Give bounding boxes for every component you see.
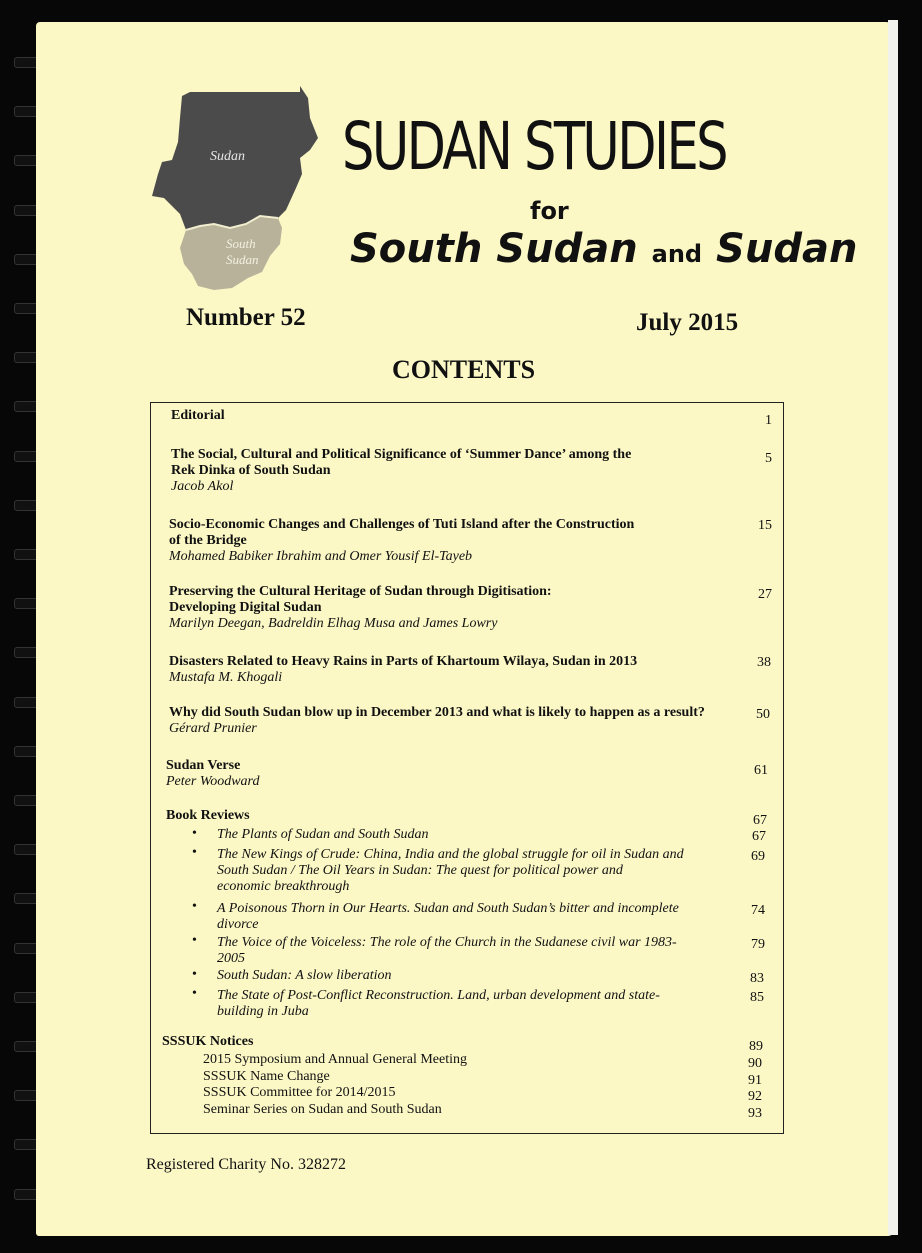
notices-page: 89 — [749, 1039, 763, 1054]
book-review-page: 74 — [751, 903, 765, 918]
notice-item: SSSUK Committee for 2014/2015 — [203, 1085, 396, 1100]
notice-page: 93 — [748, 1106, 762, 1121]
page-edge — [888, 20, 898, 1235]
toc-article-author: Jacob Akol — [171, 479, 234, 494]
issue-number: Number 52 — [186, 304, 306, 331]
subtitle-and: and — [651, 240, 703, 268]
book-review-line: divorce — [217, 917, 259, 932]
subtitle-sudan: Sudan — [716, 226, 858, 272]
toc-article-author: Marilyn Deegan, Badreldin Elhag Musa and James Lowry — [169, 616, 498, 631]
book-review-line: The Plants of Sudan and South Sudan — [217, 827, 429, 842]
sudan-map-illustration — [150, 78, 320, 300]
book-review-item — [217, 988, 737, 1020]
journal-title-for: for — [530, 197, 569, 225]
journal-title: SUDAN STUDIES — [342, 108, 726, 185]
toc-article-author: Peter Woodward — [166, 774, 260, 789]
bullet-icon: • — [192, 845, 197, 860]
book-review-line: The Voice of the Voiceless: The role of the Church in the Sudanese civil war 1983- — [217, 935, 677, 950]
registered-charity: Registered Charity No. 328272 — [146, 1156, 346, 1173]
book-review-page: 69 — [751, 849, 765, 864]
book-review-line: The State of Post-Conflict Reconstruction. Land, urban development and state- — [217, 988, 660, 1003]
notice-item: 2015 Symposium and Annual General Meeting — [203, 1052, 468, 1067]
bullet-icon: • — [192, 899, 197, 914]
toc-article-title-line: Disasters Related to Heavy Rains in Parts of Khartoum Wilaya, Sudan in 2013 — [169, 654, 638, 669]
book-reviews-page: 67 — [753, 813, 767, 828]
toc-notices — [162, 1034, 253, 1050]
toc-article-title-line: Socio-Economic Changes and Challenges of Tuti Island after the Construction — [169, 517, 635, 532]
book-review-line: South Sudan: A slow liberation — [217, 968, 392, 983]
toc-editorial — [171, 408, 225, 424]
toc-article — [169, 517, 634, 565]
toc-article-page: 61 — [754, 763, 768, 778]
notices-heading: SSSUK Notices — [162, 1034, 254, 1049]
notice-page: 92 — [748, 1089, 762, 1104]
notice-item: SSSUK Name Change — [203, 1069, 330, 1084]
bullet-icon: • — [192, 933, 197, 948]
toc-article-title-line: Developing Digital Sudan — [169, 600, 322, 615]
toc-article-title-line: Why did South Sudan blow up in December 2013 and what is likely to happen as a result? — [169, 705, 705, 720]
book-review-page: 85 — [750, 990, 764, 1005]
book-reviews-heading: Book Reviews — [166, 808, 250, 823]
toc-article-page: 15 — [758, 518, 772, 533]
toc-article-title-line: Sudan Verse — [166, 758, 241, 773]
book-review-page: 83 — [750, 971, 764, 986]
toc-article-author: Mohamed Babiker Ibrahim and Omer Yousif El-Tayeb — [169, 549, 473, 564]
toc-article-page: 5 — [765, 451, 772, 466]
notice-page: 91 — [748, 1073, 762, 1088]
subtitle-south-sudan: South Sudan — [350, 226, 638, 272]
toc-article — [169, 654, 637, 686]
toc-article — [169, 584, 552, 632]
book-review-item — [217, 901, 737, 933]
toc-article — [166, 758, 259, 790]
book-review-item — [217, 847, 737, 895]
book-review-item — [217, 827, 737, 843]
toc-article-title-line: Rek Dinka of South Sudan — [171, 463, 331, 478]
toc-article-title-line: of the Bridge — [169, 533, 247, 548]
book-review-line: South Sudan / The Oil Years in Sudan: The quest for political power and — [217, 863, 623, 878]
book-review-page: 79 — [751, 937, 765, 952]
toc-article-author: Gérard Prunier — [169, 721, 257, 736]
map-label-sudan: Sudan — [210, 149, 245, 164]
toc-article-page: 27 — [758, 587, 772, 602]
map-label-south-1: South — [226, 236, 256, 251]
bullet-icon: • — [192, 986, 197, 1001]
bullet-icon: • — [192, 967, 197, 982]
book-review-line: The New Kings of Crude: China, India and the global struggle for oil in Sudan and — [217, 847, 684, 862]
book-review-line: economic breakthrough — [217, 879, 350, 894]
book-review-line: building in Juba — [217, 1004, 309, 1019]
toc-editorial-page: 1 — [765, 413, 772, 428]
toc-article-page: 50 — [756, 707, 770, 722]
toc-editorial-title: Editorial — [171, 408, 225, 423]
book-review-item — [217, 935, 737, 967]
toc-article-title-line: The Social, Cultural and Political Significance of ‘Summer Dance’ among the — [171, 447, 632, 462]
book-review-line: A Poisonous Thorn in Our Hearts. Sudan and South Sudan’s bitter and incomplete — [217, 901, 679, 916]
toc-book-reviews — [166, 808, 250, 824]
toc-article-page: 38 — [757, 655, 771, 670]
toc-article-title-line: Preserving the Cultural Heritage of Sudan through Digitisation: — [169, 584, 552, 599]
book-review-item — [217, 968, 737, 984]
book-review-line: 2005 — [217, 951, 245, 966]
journal-subtitle — [350, 226, 857, 272]
bullet-icon: • — [192, 826, 197, 841]
toc-article-author: Mustafa M. Khogali — [169, 670, 283, 685]
notice-item: Seminar Series on Sudan and South Sudan — [203, 1102, 442, 1117]
notice-page: 90 — [748, 1056, 762, 1071]
issue-date: July 2015 — [636, 309, 739, 336]
map-label-south-2: Sudan — [226, 252, 259, 267]
book-review-page: 67 — [752, 829, 766, 844]
toc-article — [169, 705, 705, 737]
toc-article — [171, 447, 631, 495]
contents-heading: CONTENTS — [392, 355, 536, 384]
